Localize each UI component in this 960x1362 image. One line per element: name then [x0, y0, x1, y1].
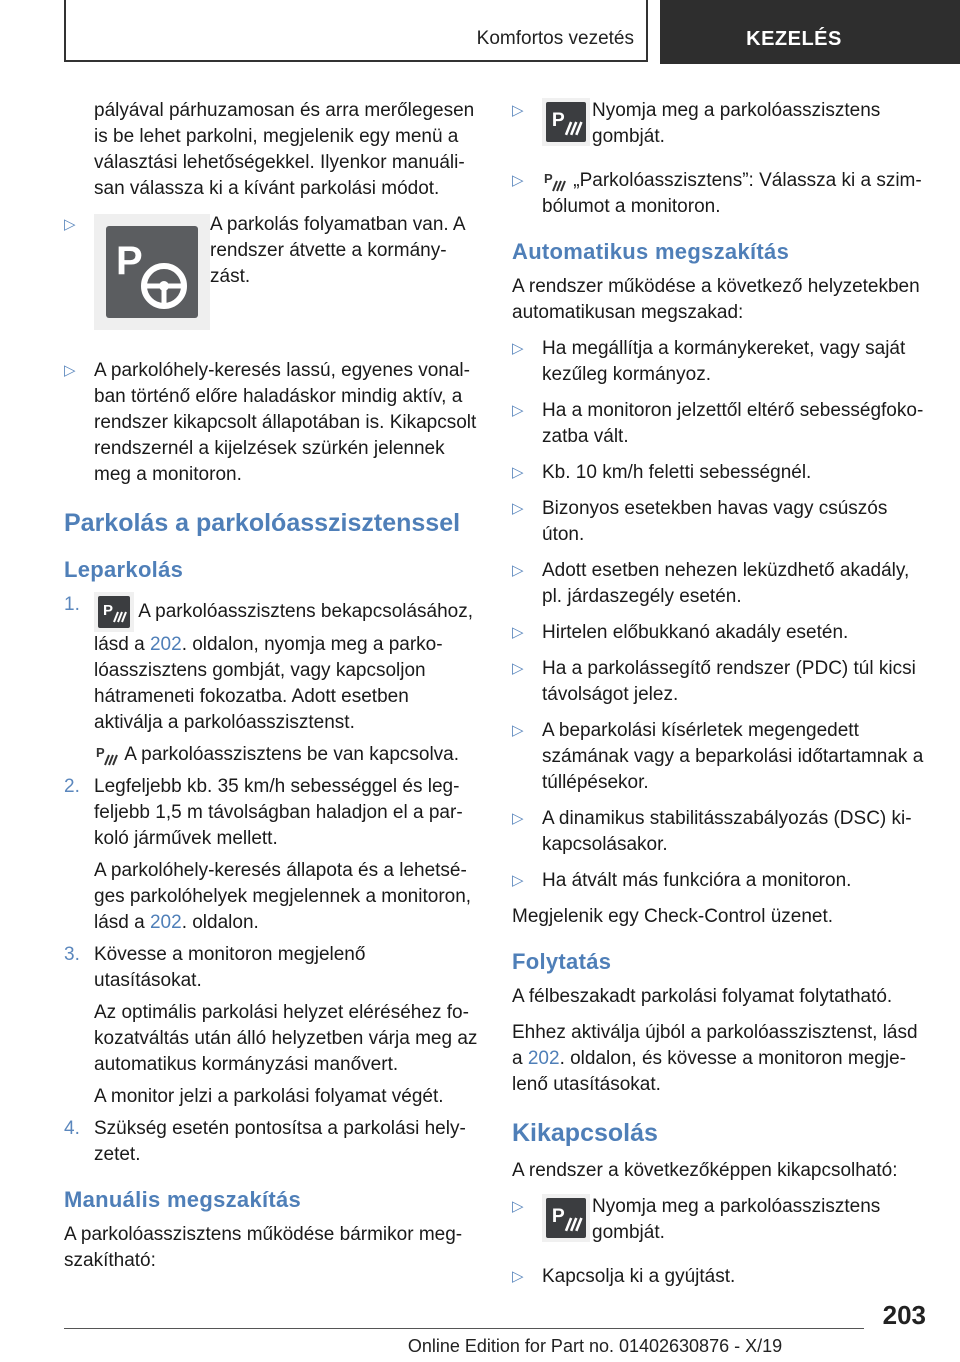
list-item-text: Bizonyos esetekben havas vagy csúszós úton. — [542, 498, 888, 545]
bullet-text: Kapcsolja ki a gyújtást. — [542, 1266, 736, 1287]
step-4 — [64, 1116, 478, 1168]
step-number: 2. — [64, 776, 80, 797]
park-assist-symbol-icon — [94, 743, 120, 767]
step-number: 1. — [64, 594, 80, 615]
auto-interrupt-list — [512, 336, 926, 894]
chapter-tab[interactable] — [660, 0, 960, 64]
heading-auto-interrupt: Automatikus megszakítás — [512, 239, 790, 264]
bullet-marker: ▷ — [512, 872, 524, 889]
svg-text:P: P — [116, 239, 143, 283]
footer-edition: Online Edition for Part no. 01402630876 - X/19 — [407, 1336, 783, 1356]
intro-paragraph: pályával párhuzamosan és arra merőlegesen is be lehet parkolni, megjelenik egy menü a választási lehetőségekkel. Ilyenkor manuálisan válassza ki a kívánt parkolási módot. — [94, 100, 475, 199]
bullet-press-button — [512, 98, 926, 154]
bullet-marker: ▷ — [512, 340, 524, 357]
svg-text:P: P — [551, 109, 565, 131]
step-text: Szükség esetén pontosítsa a parkolási helyzetet. — [94, 1118, 466, 1165]
step-2 — [64, 774, 478, 852]
heading-manual-interrupt: Manuális megszakítás — [64, 1187, 302, 1212]
kikapcsolas-text: A rendszer a következőképpen kikapcsolható: — [512, 1160, 898, 1181]
bullet-text: A parkolóhely-keresés lassú, egyenes vonalban történő előre haladáskor mindig aktív, a rendszer kikapcsolt állapotában is. Kikapcsolt rendszernél a kijelzések szürkén jelennek meg a monitoron. — [94, 360, 477, 485]
heading-folytatas: Folytatás — [512, 949, 612, 974]
list-item-text: Kb. 10 km/h feletti sebességnél. — [542, 462, 812, 483]
bullet-text: Nyomja meg a parkolóasszisztens gombját. — [592, 100, 881, 147]
bullet-marker: ▷ — [512, 464, 524, 481]
bullet-marker: ▷ — [512, 500, 524, 517]
folytatas-text: Ehhez aktiválja újból a parkolóasszisztenst, lásd a — [512, 1022, 918, 1069]
step-text: Legfeljebb kb. 35 km/h sebességgel és legfeljebb 1,5 m távolságban haladjon el a parkoló járművek mellett. — [94, 776, 463, 849]
footer-divider — [64, 1328, 864, 1329]
list-item-text: Ha a parkolássegítő rendszer (PDC) túl kicsi távolságot jelez. — [542, 658, 916, 705]
bullet-marker: ▷ — [512, 172, 524, 189]
step-3-sub-1: Az optimális parkolási helyzet eléréséhez fokozatváltás után álló helyzetben várja meg az automatikus kormányzási manővert. — [94, 1002, 478, 1075]
page-number: 203 — [882, 1300, 926, 1330]
list-item-text: Ha átvált más funkcióra a monitoron. — [542, 870, 852, 891]
svg-text:P: P — [103, 602, 114, 619]
list-item — [512, 336, 926, 388]
list-item — [512, 806, 926, 858]
page-link[interactable]: 202 — [527, 1048, 560, 1069]
bullet-press-button-off — [512, 1194, 926, 1250]
manual-text: A parkolóasszisztens működése bármikor megszakítható: — [64, 1224, 463, 1271]
chapter-tab-label: KEZELÉS — [746, 28, 842, 50]
sub-text-cont: . oldalon. — [181, 912, 259, 933]
list-item — [512, 620, 926, 646]
bullet-text: Nyomja meg a parkolóasszisztens gombját. — [592, 1196, 881, 1243]
bullet-parking-active — [64, 212, 478, 342]
step-3-sub-2: A monitor jelzi a parkolási folyamat végét. — [94, 1086, 444, 1107]
step-number: 3. — [64, 944, 80, 965]
sub-text: A parkolóasszisztens be van kapcsolva. — [120, 744, 460, 765]
bullet-marker: ▷ — [512, 810, 524, 827]
left-column — [64, 98, 478, 1284]
step-text: A parkolóasszisztens bekapcsolásához, lásd a — [94, 601, 474, 655]
park-assist-button-icon — [542, 98, 590, 146]
step-number: 4. — [64, 1118, 80, 1139]
bullet-marker: ▷ — [512, 624, 524, 641]
step-1 — [64, 592, 478, 736]
bullet-text: A parkolás folyamatban van. A rendszer átvette a kormányzást. — [210, 214, 465, 287]
heading-kikapcsolas: Kikapcsolás — [512, 1119, 658, 1147]
list-item-text: Ha a monitoron jelzettől eltérő sebességfokozatba vált. — [542, 400, 924, 447]
heading-parking-assistant: Parkolás a parkolóasszisztenssel — [64, 509, 461, 537]
step-1-sub — [64, 742, 478, 768]
list-item-text: A beparkolási kísérletek megengedett számának vagy a beparkolási időtartamnak a túllépésekor. — [542, 720, 924, 793]
folytatas-text-cont: . oldalon, és kövesse a monitoron megjelenő utasításokat. — [512, 1048, 906, 1095]
list-item — [512, 398, 926, 450]
bullet-ignition-off — [512, 1264, 926, 1290]
bullet-marker: ▷ — [512, 562, 524, 579]
folytatas-text-2 — [512, 1020, 926, 1098]
list-item — [512, 558, 926, 610]
svg-text:P: P — [551, 1205, 565, 1227]
list-item-text: Ha megállítja a kormánykereket, vagy saját kezűleg kormányoz. — [542, 338, 906, 385]
park-assist-button-icon — [94, 592, 134, 632]
park-steering-icon — [94, 214, 210, 330]
step-text: Kövesse a monitoron megjelenő utasításokat. — [94, 944, 366, 991]
bullet-marker: ▷ — [512, 102, 524, 119]
list-item-text: Adott esetben nehezen leküzdhető akadály, pl. járdaszegély esetén. — [542, 560, 910, 607]
check-control-message: Megjelenik egy Check-Control üzenet. — [512, 906, 834, 927]
section-title: Komfortos vezetés — [476, 28, 634, 49]
list-item-text: Hirtelen előbukkanó akadály esetén. — [542, 622, 849, 643]
list-item — [512, 496, 926, 548]
folytatas-text-1: A félbeszakadt parkolási folyamat folytatható. — [512, 986, 893, 1007]
list-item — [512, 868, 926, 894]
bullet-marker: ▷ — [64, 216, 76, 233]
page-header — [0, 0, 960, 66]
list-item — [512, 460, 926, 486]
bullet-select-symbol — [512, 168, 926, 220]
bullet-search — [64, 358, 478, 488]
sub-text: A parkolóhely-keresés állapota és a lehetséges parkolóhelyek megjelennek a monitoron, lásd a — [94, 860, 472, 933]
list-item-text: A dinamikus stabilitásszabályozás (DSC) kikapcsolásakor. — [542, 808, 912, 855]
bullet-marker: ▷ — [512, 660, 524, 677]
park-assist-button-icon — [542, 1194, 590, 1242]
page-link[interactable]: 202 — [149, 634, 182, 655]
step-text-cont: . oldalon, nyomja meg a parkolóasszisztens gombját, vagy kapcsoljon hátrameneti fokozatba. Adott esetben aktiválja a parkolóasszisztenst. — [94, 634, 443, 733]
bullet-marker: ▷ — [512, 402, 524, 419]
svg-text:P: P — [96, 744, 105, 760]
bullet-marker: ▷ — [512, 1268, 524, 1285]
heading-leparkolas: Leparkolás — [64, 557, 184, 582]
right-column — [512, 98, 926, 1300]
bullet-text: „Parkolóasszisztens”: Válassza ki a szimbólumot a monitoron. — [542, 170, 922, 217]
step-2-sub — [64, 858, 478, 936]
bullet-marker: ▷ — [512, 1198, 524, 1215]
list-item — [512, 718, 926, 796]
svg-text:P: P — [544, 170, 553, 186]
auto-text: A rendszer működése a következő helyzetekben automatikusan megszakad: — [512, 276, 920, 323]
bullet-marker: ▷ — [512, 722, 524, 739]
page-link[interactable]: 202 — [149, 912, 182, 933]
park-assist-symbol-icon — [542, 169, 568, 193]
step-3 — [64, 942, 478, 994]
list-item — [512, 656, 926, 708]
bullet-marker: ▷ — [64, 362, 76, 379]
